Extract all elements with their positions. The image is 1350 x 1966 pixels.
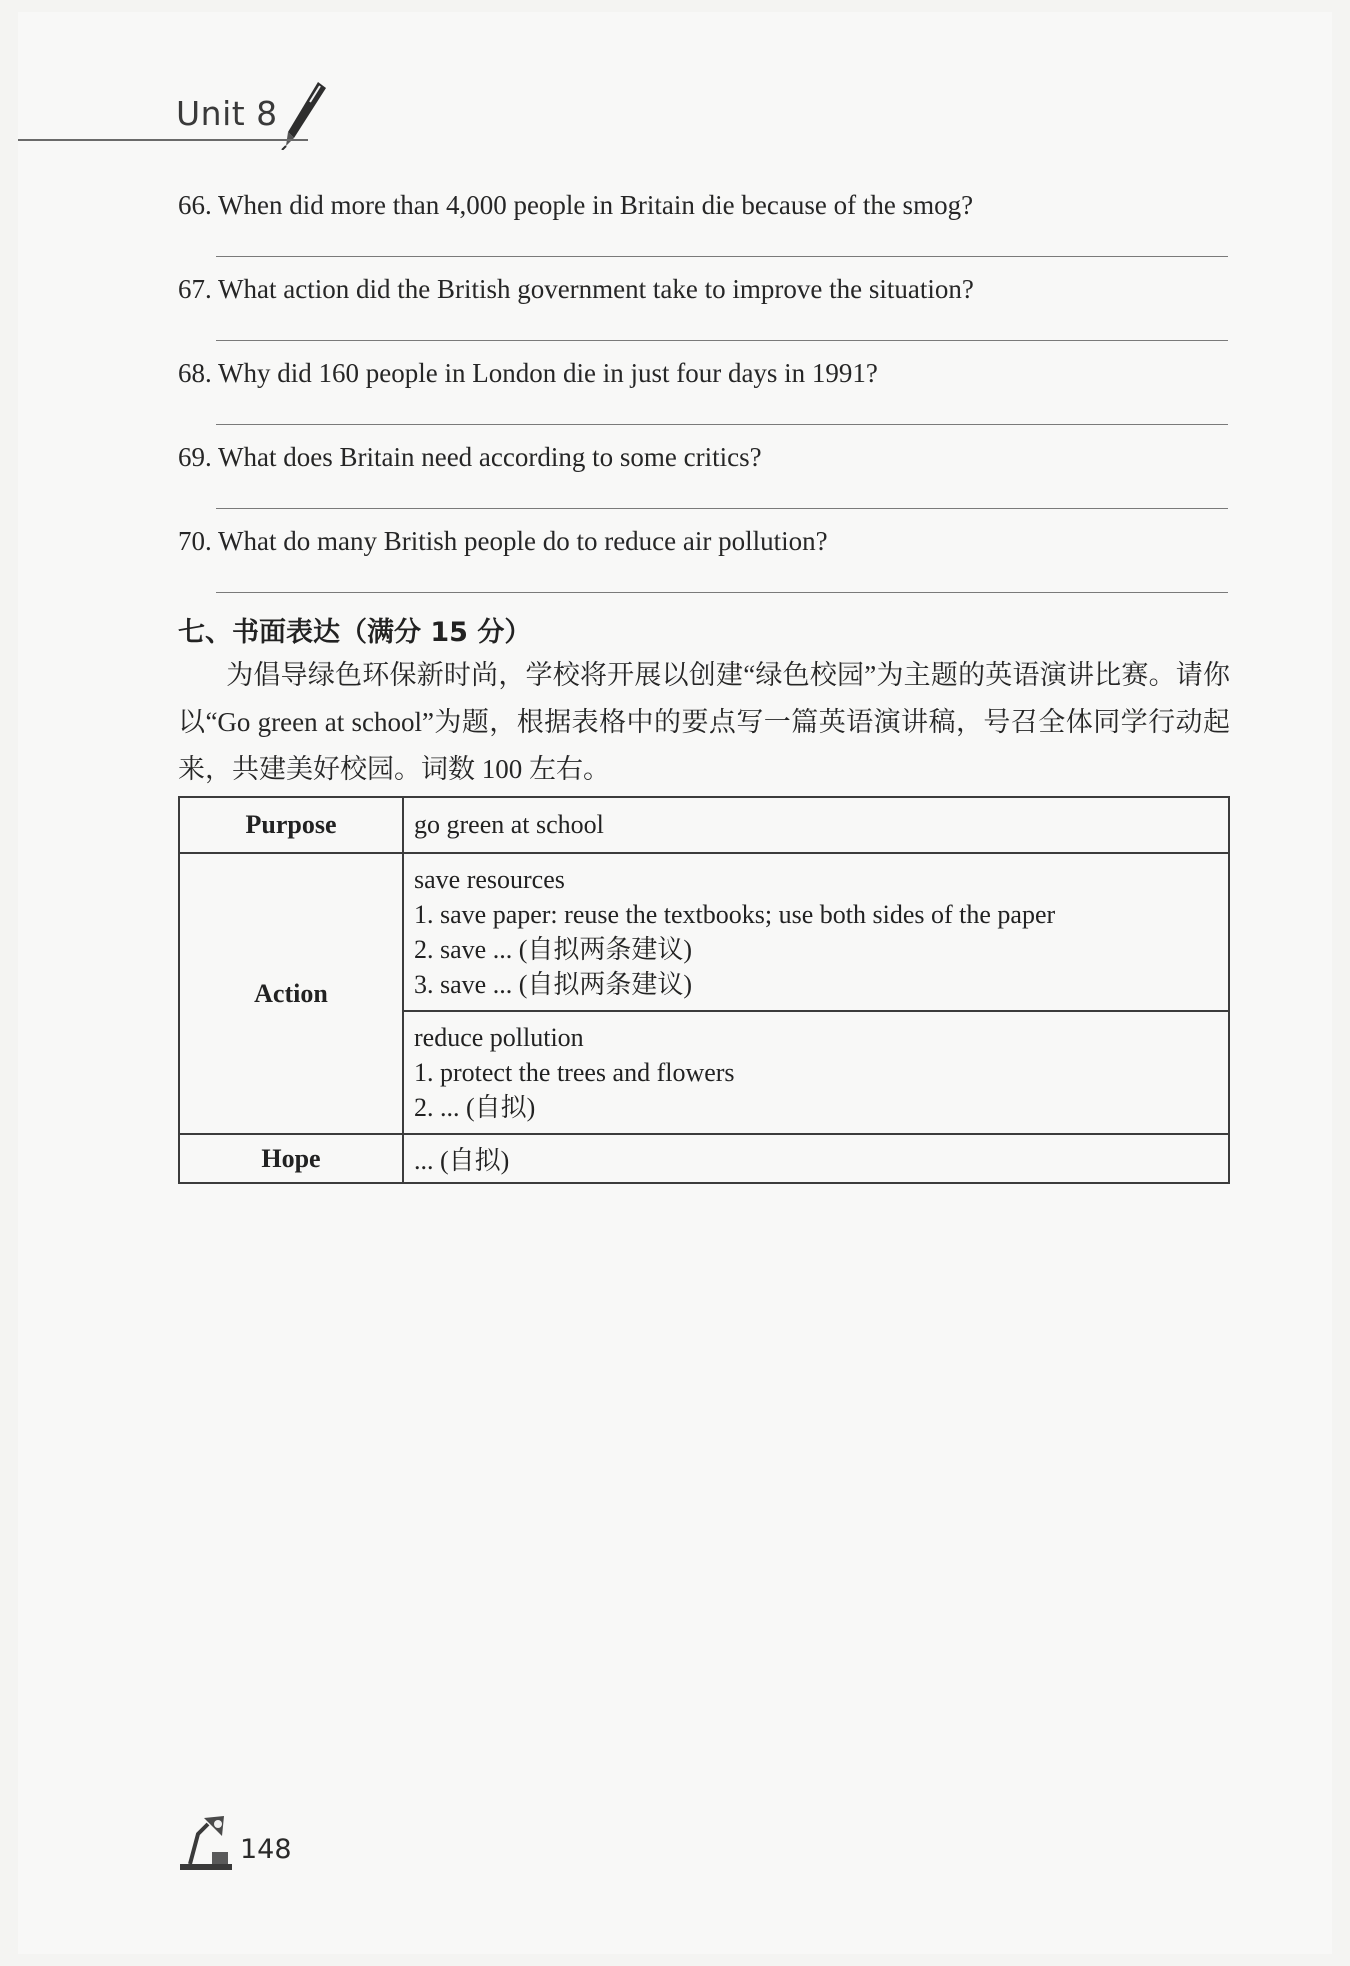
unit-title: Unit 8 — [176, 94, 278, 133]
question-text: 68. Why did 160 people in London die in just four days in 1991? — [178, 358, 878, 388]
purpose-value: go green at school — [403, 797, 1229, 853]
answer-line[interactable] — [216, 508, 1228, 509]
page-number: 148 — [240, 1834, 292, 1865]
cell-line: save resources — [414, 865, 565, 894]
answer-line[interactable] — [216, 424, 1228, 425]
table-row-purpose — [179, 797, 1229, 853]
desk-lamp-icon — [178, 1812, 234, 1872]
cell-line: 1. protect the trees and flowers — [414, 1058, 735, 1087]
reduce-pollution-cell — [403, 1011, 1229, 1134]
hope-label: Hope — [179, 1134, 403, 1183]
hope-value: ... (自拟) — [403, 1134, 1229, 1183]
question-70 — [178, 518, 1228, 602]
action-label: Action — [179, 853, 403, 1134]
question-66 — [178, 182, 1228, 266]
question-text: 66. When did more than 4,000 people in Britain die because of the smog? — [178, 190, 974, 220]
question-68 — [178, 350, 1228, 434]
cell-line: 2. save ... (自拟两条建议) — [414, 935, 693, 964]
table-row-action-save — [179, 853, 1229, 1011]
instructions-text: 为倡导绿色环保新时尚，学校将开展以创建“绿色校园”为主题的英语演讲比赛。请你以“Go green at school”为题，根据表格中的要点写一篇英语演讲稿，号召全体同学行动起来，共建美好校园。词数 100 左右。 — [178, 660, 1230, 784]
answer-line[interactable] — [216, 256, 1228, 257]
outline-table — [178, 796, 1230, 1184]
question-text: 70. What do many British people do to reduce air pollution? — [178, 526, 828, 556]
unit-header — [18, 84, 338, 142]
cell-line: 1. save paper: reuse the textbooks; use both sides of the paper — [414, 900, 1056, 929]
section-title: 七、书面表达（满分 15 分） — [178, 617, 532, 648]
question-67 — [178, 266, 1228, 350]
page-footer — [178, 1812, 378, 1872]
save-resources-cell — [403, 853, 1229, 1011]
writing-instructions — [178, 652, 1230, 793]
table-row-hope — [179, 1134, 1229, 1183]
question-text: 69. What does Britain need according to some critics? — [178, 442, 762, 472]
question-list — [178, 182, 1228, 602]
question-69 — [178, 434, 1228, 518]
answer-line[interactable] — [216, 340, 1228, 341]
cell-line: reduce pollution — [414, 1023, 584, 1052]
cell-line: 3. save ... (自拟两条建议) — [414, 970, 693, 999]
question-text: 67. What action did the British government take to improve the situation? — [178, 274, 974, 304]
answer-line[interactable] — [216, 592, 1228, 593]
workbook-page — [18, 12, 1332, 1954]
purpose-label: Purpose — [179, 797, 403, 853]
header-rule — [18, 139, 308, 141]
cell-line: 2. ... (自拟) — [414, 1093, 536, 1122]
